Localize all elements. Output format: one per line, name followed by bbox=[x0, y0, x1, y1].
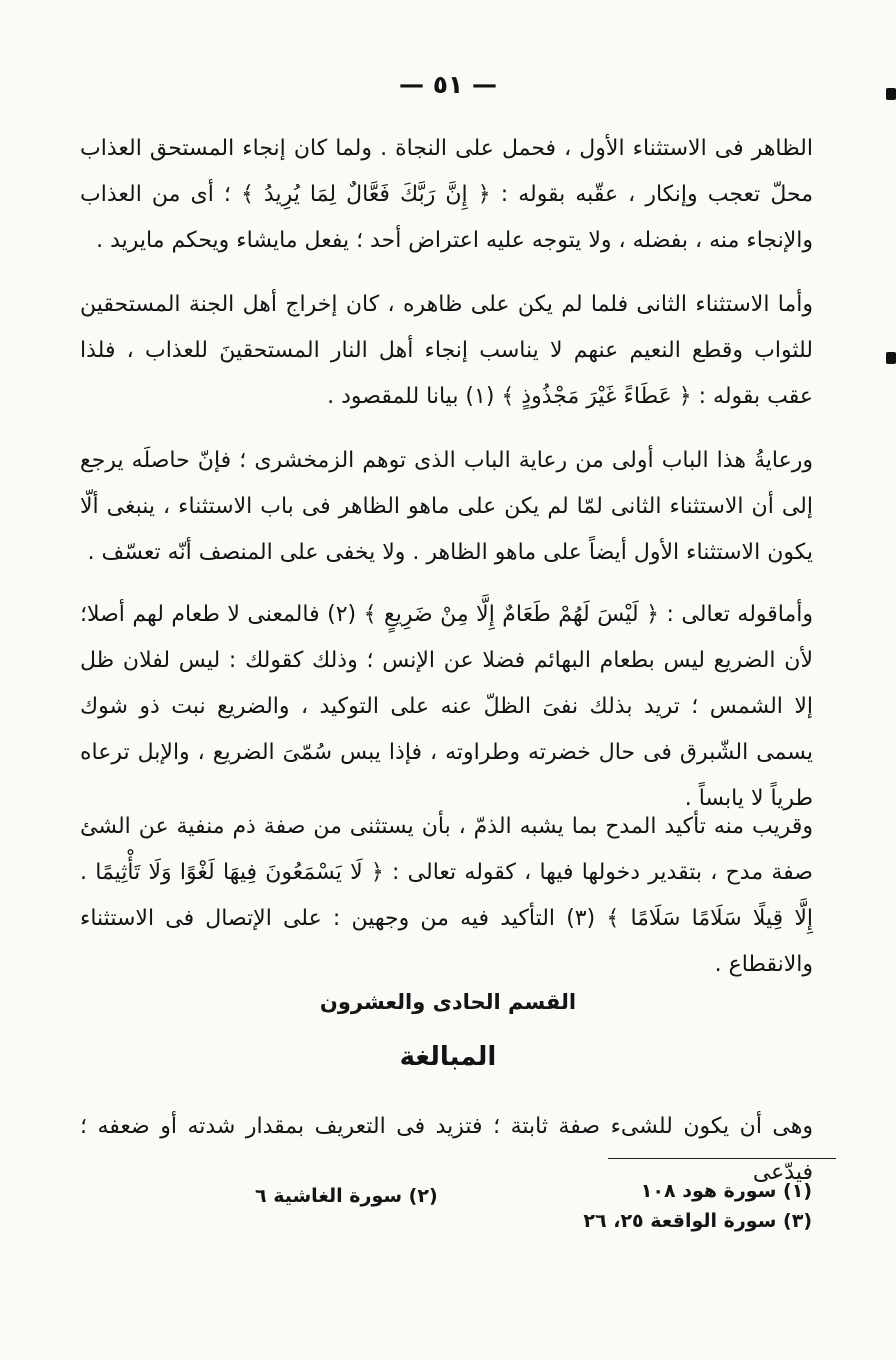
page-number: — ٥١ — bbox=[399, 70, 497, 99]
section-subtitle: القسم الحادى والعشرون bbox=[319, 990, 577, 1014]
paragraph-text: وهى أن يكون للشىء صفة ثابتة ؛ فتزيد فى التعريف بمقدار شدته أو ضعفه ؛ فيدّعى bbox=[80, 1114, 813, 1185]
paragraph-3 bbox=[80, 438, 813, 576]
footnote-3: (٣) سورة الواقعة ٢٥، ٢٦ bbox=[583, 1210, 812, 1232]
paragraph-text: ورعايةُ هذا الباب أولى من رعاية الباب الذى توهم الزمخشرى ؛ فإنّ حاصلَه يرجع إلى أن الاستثناء الثانى لمّا لم يكن على ماهو الظاهر فى باب الاستثناء ، ينبغى ألّا يكون الاستثناء الأول أيضاً على ماهو الظاهر . ولا يخفى على المنصف أنّه تعسّف . bbox=[80, 448, 813, 565]
footnote-divider bbox=[608, 1158, 836, 1159]
paragraph-2 bbox=[80, 282, 813, 420]
paragraph-text: وأما الاستثناء الثانى فلما لم يكن على ظاهره ، كان إخراج أهل الجنة المستحقين للثواب وقطع النعيم عنهم لا يناسب إنجاء أهل النار المستحقينَ للعذاب ، فلذا عقب بقوله : ﴿ عَطَاءً غَيْرَ مَجْذُوذٍ ﴾ (١) بيانا للمقصود . bbox=[80, 292, 813, 409]
paragraph-1 bbox=[80, 126, 813, 264]
paragraph-text: وأماقوله تعالى : ﴿ لَيْسَ لَهُمْ طَعَامٌ إِلَّا مِنْ ضَرِيعٍ ﴾ (٢) فالمعنى لا طعام لهم أصلا؛ لأن الضريع ليس بطعام البهائم فضلا عن الإنس ؛ وذلك كقولك : ليس لفلان ظل إلا الشمس ؛ تريد بذلك نفىَ الظلّ عنه على التوكيد ، والضريع نبت ذو شوك يسمى الشّبرق فى حال خضرته وطراوته ، فإذا يبس سُمّىَ الضريع ، والإبل ترعاه طرياً لا يابساً . bbox=[80, 602, 813, 811]
section-heading: المبالغة bbox=[399, 1042, 497, 1072]
footnote-1: (١) سورة هود ١٠٨ bbox=[640, 1180, 812, 1202]
footnote-2: (٢) سورة الغاشية ٦ bbox=[255, 1185, 438, 1207]
paragraph-4 bbox=[80, 592, 813, 822]
paragraph-text: وقريب منه تأكيد المدح بما يشبه الذمّ ، بأن يستثنى من صفة ذم منفية عن الشئ صفة مدح ، بتقدير دخولها فيها ، كقوله تعالى : ﴿ لَا يَسْمَعُونَ فِيهَا لَغْوًا وَلَا تَأْثِيمًا . إِلَّا قِيلًا سَلَامًا سَلَامًا ﴾ (٣) التأكيد فيه من وجهين : على الإتصال فى الاستثناء والانقطاع . bbox=[80, 814, 813, 977]
margin-mark bbox=[886, 352, 896, 364]
paragraph-5 bbox=[80, 804, 813, 988]
paragraph-text: الظاهر فى الاستثناء الأول ، فحمل على النجاة . ولما كان إنجاء المستحق العذاب محلّ تعجب وإنكار ، عقّبه بقوله : ﴿ إِنَّ رَبَّكَ فَعَّالٌ لِمَا يُرِيدُ ﴾ ؛ أى من العذاب والإنجاء منه ، بفضله ، ولا يتوجه عليه اعتراض أحد ؛ يفعل مايشاء ويحكم مايريد . bbox=[80, 136, 813, 253]
